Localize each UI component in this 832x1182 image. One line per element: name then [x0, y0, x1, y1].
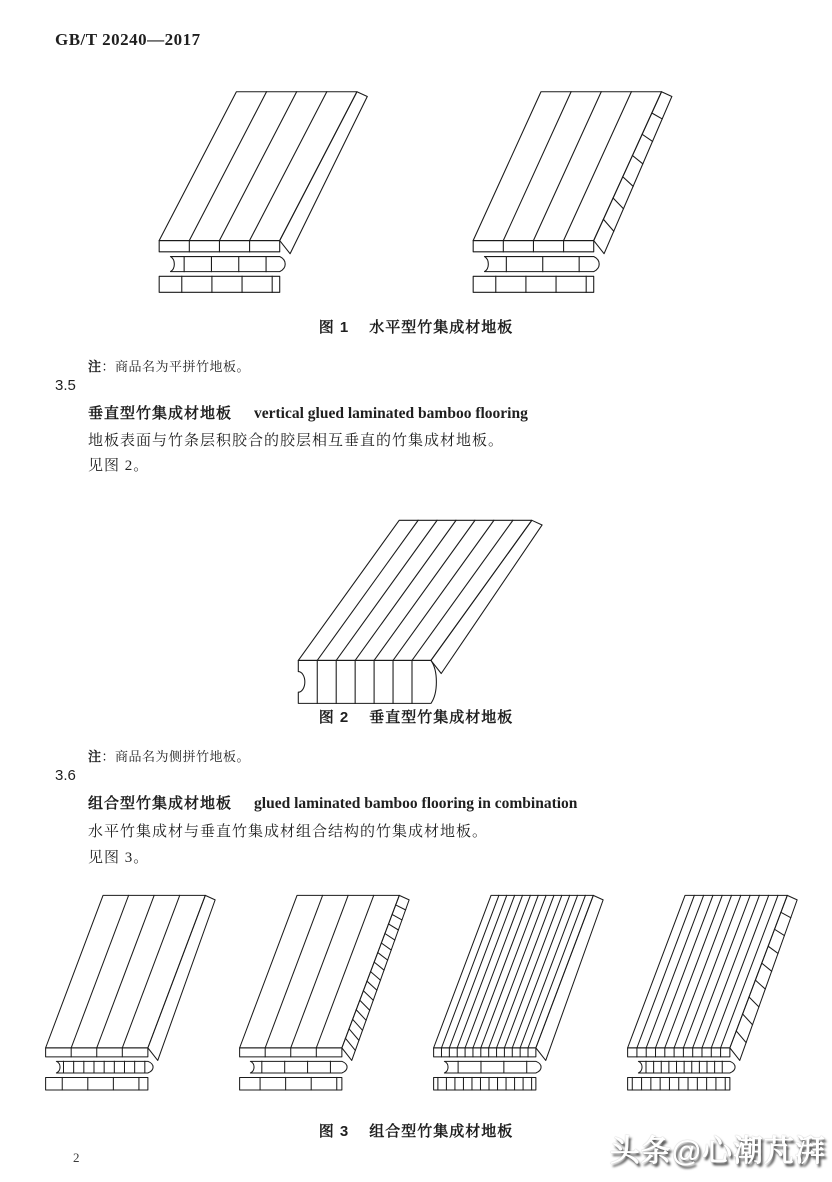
term-en: vertical glued laminated bamboo flooring: [254, 405, 528, 422]
figure-3-title: 组合型竹集成材地板: [369, 1123, 514, 1140]
figure3-board2-drawing: [227, 864, 411, 1099]
watermark: 头条@心潮芃湃: [609, 1135, 826, 1168]
note-text: ：商品名为侧拼竹地板。: [101, 749, 251, 764]
section-3-6-definition: 水平竹集成材与垂直竹集成材组合结构的竹集成材地板。: [88, 824, 489, 840]
figure-2-note: [88, 746, 250, 765]
figure1-board-plain-edge-drawing: [146, 55, 372, 298]
figure3-board1-drawing: [33, 864, 217, 1099]
section-3-5-definition: 地板表面与竹条层积胶合的胶层相互垂直的竹集成材地板。: [88, 433, 505, 449]
figure-1: [0, 55, 832, 298]
figure-2-label: 图 2: [318, 709, 350, 726]
figure2-board-drawing: [285, 468, 547, 709]
figure-3-label: 图 3: [318, 1123, 350, 1140]
term-cn: 组合型竹集成材地板: [88, 795, 233, 812]
section-3-5-figure-ref: 见图 2。: [88, 458, 150, 474]
figure-1-title: 水平型竹集成材地板: [369, 319, 514, 336]
standard-code: GB/T 20240—2017: [55, 30, 201, 49]
figure-2-title: 垂直型竹集成材地板: [369, 709, 514, 726]
note-label: 注: [88, 359, 102, 374]
figure1-board-segmented-edge-drawing: [460, 55, 686, 298]
term-en: glued laminated bamboo flooring in combination: [254, 795, 578, 812]
note-text: ：商品名为平拼竹地板。: [101, 359, 251, 374]
figure-3: [0, 864, 832, 1099]
page-number: 2: [73, 1150, 80, 1165]
figure-2: [0, 468, 832, 709]
note-label: 注: [88, 749, 102, 764]
figure3-board3-drawing: [421, 864, 605, 1099]
section-3-5-term: [88, 402, 528, 423]
figure-1-label: 图 1: [318, 319, 350, 336]
term-cn: 垂直型竹集成材地板: [88, 405, 233, 422]
section-3-6-figure-ref: 见图 3。: [88, 850, 150, 866]
figure3-board4-drawing: [615, 864, 799, 1099]
figure-1-note: [88, 356, 250, 375]
section-3-5-number: 3.5: [55, 377, 76, 394]
section-3-6-number: 3.6: [55, 767, 76, 784]
figure-1-caption: [0, 316, 832, 337]
section-3-6-term: [88, 792, 577, 813]
figure-2-caption: [0, 706, 832, 727]
